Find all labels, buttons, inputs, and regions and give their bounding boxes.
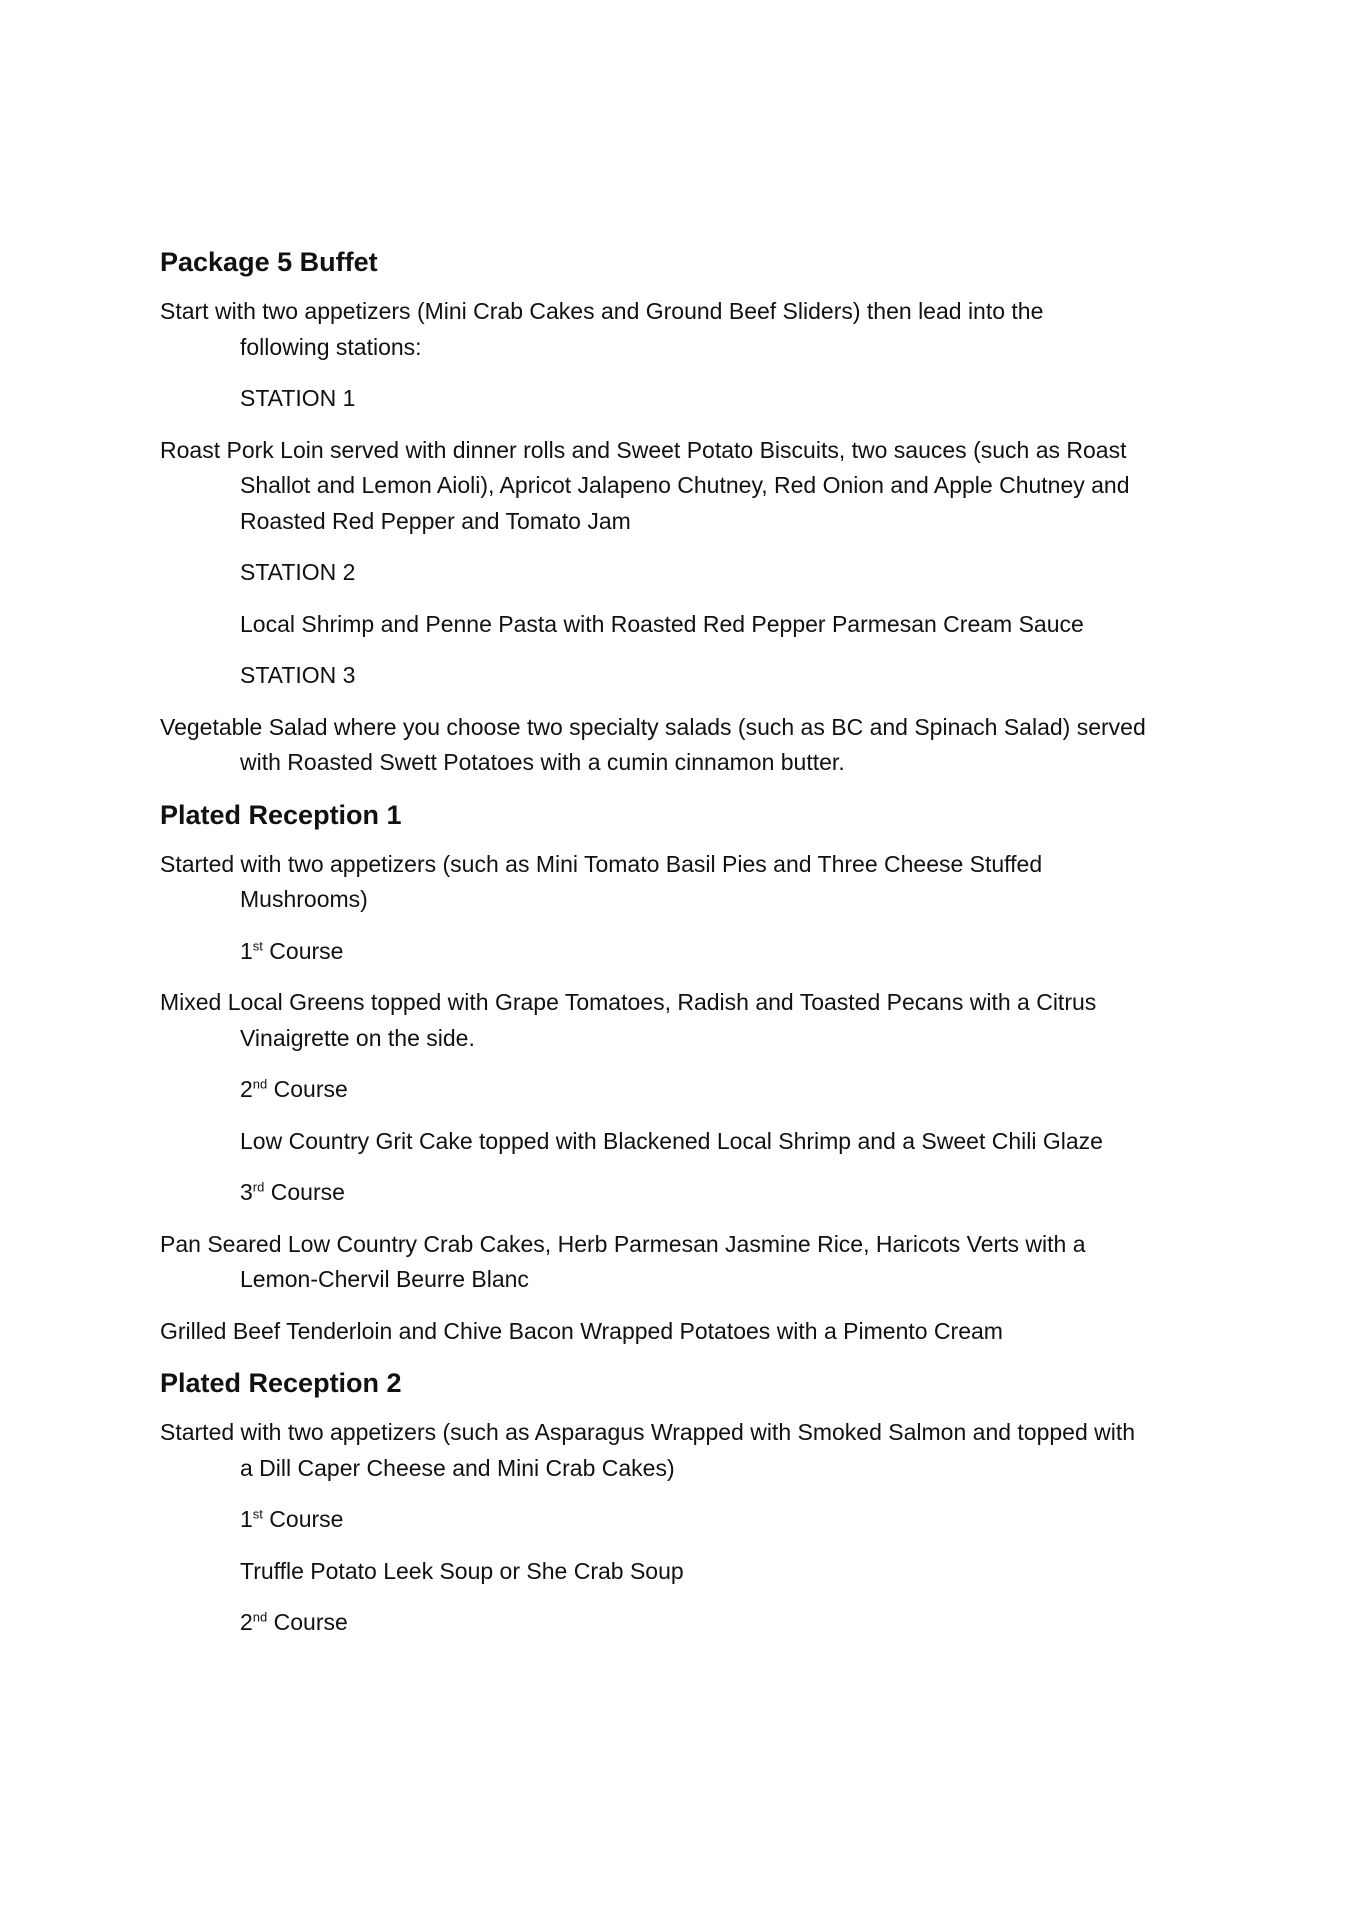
course-text: Course — [267, 1609, 348, 1635]
line: following stations: — [240, 333, 422, 360]
line: Shallot and Lemon Aioli), Apricot Jalapeno Chutney, Red Onion and Apple Chutney and — [240, 472, 1130, 498]
course-label — [160, 934, 1220, 970]
line: Started with two appetizers (such as Asparagus Wrapped with Smoked Salmon and topped with — [160, 1419, 1136, 1445]
paragraph — [160, 710, 1220, 781]
course-label — [160, 1175, 1220, 1211]
ordinal-suffix: nd — [252, 1076, 268, 1092]
paragraph — [160, 1227, 1220, 1298]
course-text: Course — [264, 1179, 345, 1205]
station-label: STATION 3 — [240, 662, 356, 688]
paragraph — [160, 847, 1220, 918]
paragraph — [160, 1415, 1220, 1486]
line: Roast Pork Loin served with dinner rolls and Sweet Potato Biscuits, two sauces (such as Roast — [160, 436, 1127, 463]
course-number: 2 — [240, 1609, 253, 1635]
ordinal-suffix: st — [252, 937, 263, 953]
line: Roasted Red Pepper and Tomato Jam — [240, 507, 631, 534]
ordinal-suffix: rd — [252, 1179, 265, 1195]
line: Grilled Beef Tenderloin and Chive Bacon Wrapped Potatoes with a Pimento Cream — [160, 1317, 1003, 1344]
paragraph — [160, 294, 1220, 365]
line: Mixed Local Greens topped with Grape Tomatoes, Radish and Toasted Pecans with a Citrus — [160, 989, 1097, 1015]
station-label: STATION 2 — [240, 559, 356, 585]
line: Pan Seared Low Country Crab Cakes, Herb Parmesan Jasmine Rice, Haricots Verts with a — [160, 1230, 1086, 1257]
course-label — [160, 1502, 1220, 1538]
line: Vinaigrette on the side. — [240, 1024, 475, 1051]
line: Start with two appetizers (Mini Crab Cakes and Ground Beef Sliders) then lead into the — [160, 298, 1044, 324]
course-number: 3 — [240, 1179, 253, 1205]
course-text: Course — [267, 1076, 348, 1102]
section-heading: Plated Reception 1 — [160, 799, 402, 830]
course-number: 1 — [240, 1506, 253, 1532]
course-text: Course — [262, 937, 344, 964]
document-page — [160, 244, 1220, 1657]
paragraph — [160, 1314, 1220, 1350]
course-label — [160, 1072, 1220, 1108]
paragraph: Local Shrimp and Penne Pasta with Roasted Red Pepper Parmesan Cream Sauce — [240, 610, 1084, 637]
ordinal-suffix: nd — [252, 1609, 268, 1625]
course-label — [160, 1605, 1220, 1641]
line: with Roasted Swett Potatoes with a cumin cinnamon butter. — [240, 749, 845, 775]
course-number: 1 — [240, 937, 253, 964]
line: Started with two appetizers (such as Mini Tomato Basil Pies and Three Cheese Stuffed — [160, 850, 1043, 877]
line: Vegetable Salad where you choose two specialty salads (such as BC and Spinach Salad) served — [160, 713, 1146, 740]
paragraph — [160, 985, 1220, 1056]
station-label: STATION 1 — [240, 385, 356, 411]
section-heading: Plated Reception 2 — [160, 1368, 402, 1398]
course-number: 2 — [240, 1076, 253, 1102]
line: Mushrooms) — [240, 886, 368, 912]
line: Lemon-Chervil Beurre Blanc — [240, 1266, 529, 1292]
line: a Dill Caper Cheese and Mini Crab Cakes) — [240, 1454, 675, 1481]
paragraph — [160, 433, 1220, 540]
course-text: Course — [262, 1506, 344, 1532]
paragraph: Truffle Potato Leek Soup or She Crab Soup — [240, 1557, 684, 1584]
ordinal-suffix: st — [252, 1506, 263, 1522]
paragraph: Low Country Grit Cake topped with Blackened Local Shrimp and a Sweet Chili Glaze — [240, 1127, 1103, 1154]
section-heading: Package 5 Buffet — [160, 247, 378, 277]
